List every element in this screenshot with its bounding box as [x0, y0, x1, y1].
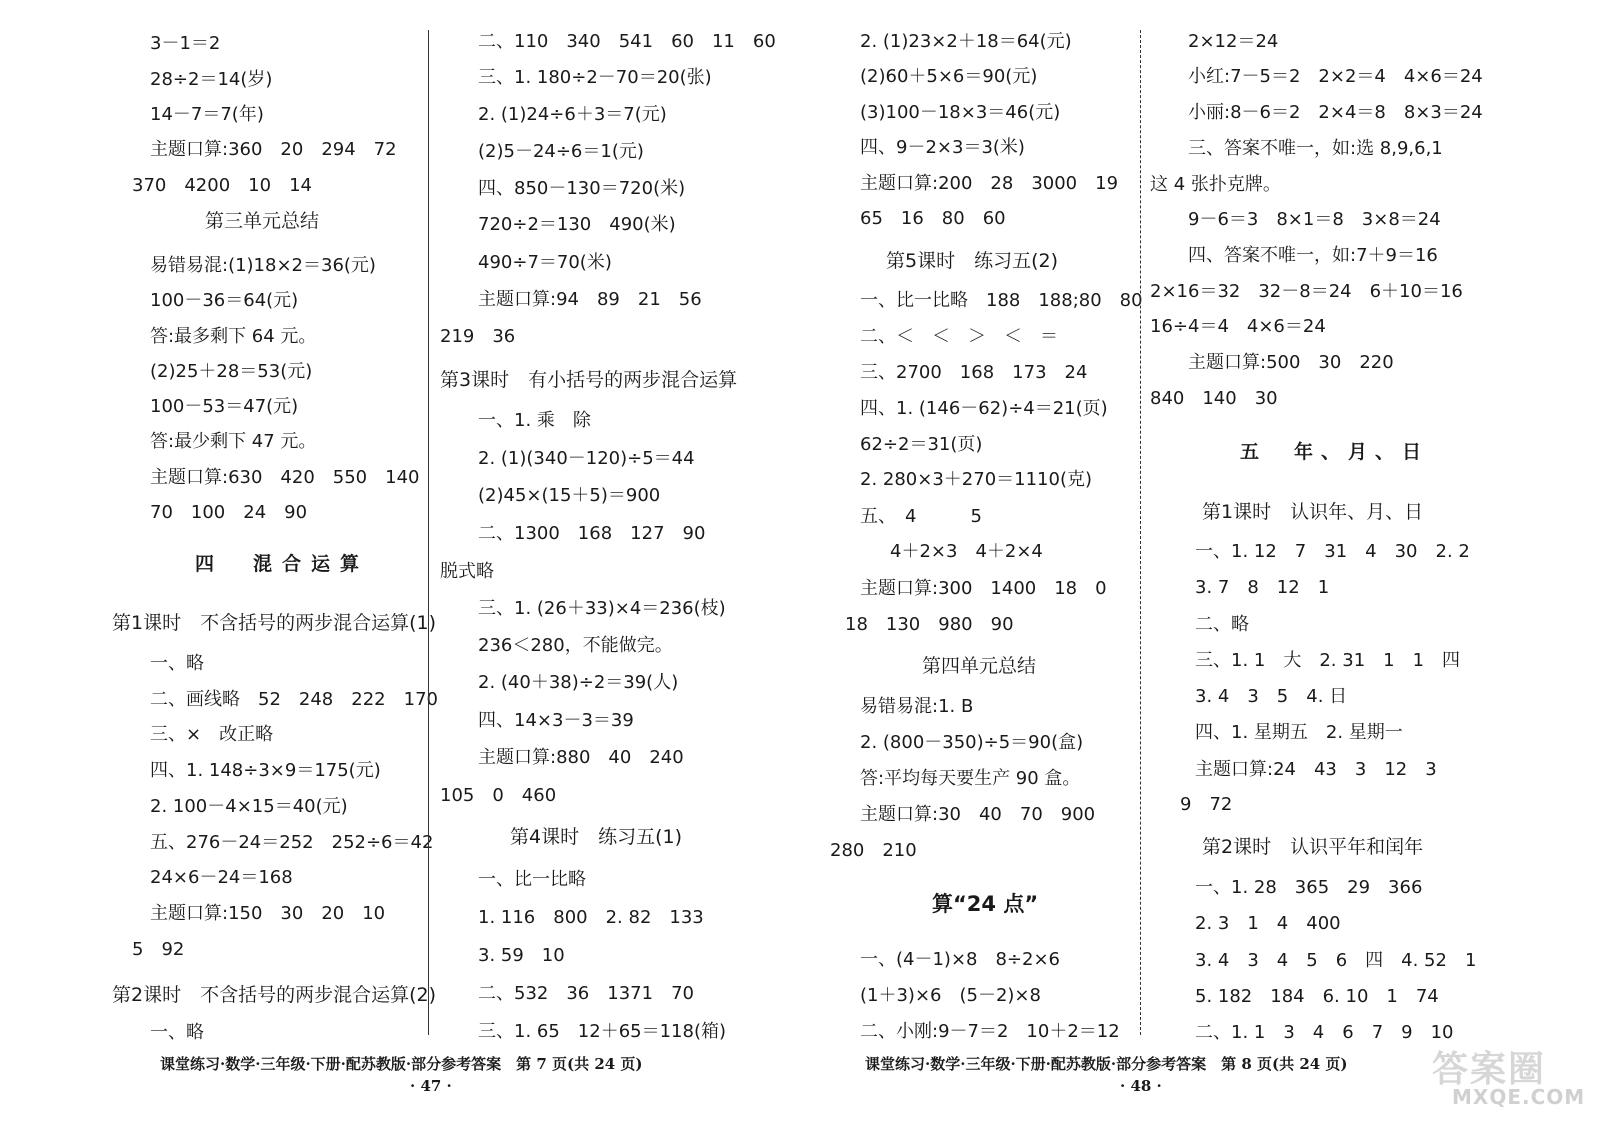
- answer-line: 2. 280×3＋270＝1110(克): [860, 469, 1092, 490]
- answer-line: 主题口算:30 40 70 900: [860, 804, 1096, 825]
- unit-heading: 五 年、月、日: [1240, 441, 1430, 463]
- answer-line: 70 100 24 90: [150, 502, 308, 523]
- answer-line: 9－6＝3 8×1＝8 3×8＝24: [1188, 209, 1441, 230]
- answer-line: (3)100－18×3＝46(元): [860, 102, 1061, 123]
- answer-line: 一、略: [150, 1022, 204, 1043]
- lesson-heading: 第5课时 练习五(2): [886, 250, 1059, 272]
- answer-line: 四、1. 148÷3×9＝175(元): [150, 760, 381, 781]
- answer-line: 2. (800－350)÷5＝90(盒): [860, 732, 1084, 753]
- answer-line: 二、1300 168 127 90: [478, 523, 706, 544]
- watermark-logo-text: 答案圈: [1432, 1049, 1547, 1090]
- lesson-heading: 第3课时 有小括号的两步混合运算: [440, 369, 738, 391]
- answer-line: 答:最多剩下 64 元。: [150, 326, 317, 347]
- answer-line: 二、1. 1 3 4 6 7 9 10: [1195, 1022, 1454, 1043]
- answer-line: 主题口算:630 420 550 140: [150, 467, 420, 488]
- lesson-heading: 第2课时 认识平年和闰年: [1202, 836, 1424, 858]
- answer-line: 3. 7 8 12 1: [1195, 577, 1330, 598]
- lesson-heading: 第2课时 不含括号的两步混合运算(2): [112, 984, 437, 1006]
- answer-line: 主题口算:150 30 20 10: [150, 903, 386, 924]
- answer-line: 四、9－2×3＝3(米): [860, 137, 1025, 158]
- answer-line: 3. 59 10: [478, 945, 565, 966]
- answer-line: 2×16＝32 32－8＝24 6＋10＝16: [1150, 281, 1463, 302]
- answer-line: 9 72: [1180, 794, 1233, 815]
- watermark-logo: [1432, 1041, 1586, 1111]
- answer-line: 1. 116 800 2. 82 133: [478, 907, 704, 928]
- answer-line: 100－53＝47(元): [150, 396, 299, 417]
- page-number-right: · 48 ·: [1120, 1077, 1162, 1095]
- answer-line: 62÷2＝31(页): [860, 434, 983, 455]
- answer-line: 这 4 张扑克牌。: [1150, 174, 1281, 195]
- watermark-url: MXQE.COM: [1452, 1085, 1586, 1109]
- answer-line: 主题口算:500 30 220: [1188, 352, 1394, 373]
- lesson-heading: 第1课时 认识年、月、日: [1202, 501, 1424, 523]
- answer-line: 2. 3 1 4 400: [1195, 913, 1341, 934]
- answer-line: 280 210: [830, 840, 917, 861]
- answer-line: 脱式略: [440, 561, 494, 582]
- answer-line: 一、比一比略: [478, 869, 586, 890]
- answer-line: 小丽:8－6＝2 2×4＝8 8×3＝24: [1188, 102, 1483, 123]
- answer-line: 2. (1)(340－120)÷5＝44: [478, 448, 695, 469]
- lesson-heading: 第1课时 不含括号的两步混合运算(1): [112, 612, 437, 634]
- answer-line: (1＋3)×6 (5－2)×8: [860, 985, 1041, 1006]
- answer-line: 一、(4－1)×8 8÷2×6: [860, 949, 1061, 970]
- answer-line: 易错易混:(1)18×2＝36(元): [150, 255, 376, 276]
- answer-line: 3. 4 3 4 5 6 四 4. 52 1: [1195, 950, 1477, 971]
- answer-line: 三、× 改正略: [150, 724, 274, 745]
- answer-line: 主题口算:880 40 240: [478, 747, 684, 768]
- answer-line: 3－1＝2: [150, 33, 221, 54]
- answer-line: 二、画线略 52 248 222 170: [150, 689, 438, 710]
- answer-line: 主题口算:200 28 3000 19: [860, 173, 1119, 194]
- answer-line: (2)45×(15＋5)＝900: [478, 485, 661, 506]
- section-heading: 第四单元总结: [922, 655, 1037, 677]
- answer-line: 24×6－24＝168: [150, 867, 293, 888]
- answer-line: 主题口算:24 43 3 12 3: [1195, 759, 1437, 780]
- answer-line: 105 0 460: [440, 785, 557, 806]
- answer-line: 三、1. 1 大 2. 31 1 1 四: [1195, 650, 1461, 671]
- answer-line: 二、110 340 541 60 11 60: [478, 31, 776, 52]
- answer-line: 2. (1)23×2＋18＝64(元): [860, 31, 1072, 52]
- answer-line: 2. (40＋38)÷2＝39(人): [478, 672, 679, 693]
- answer-line: 一、1. 乘 除: [478, 410, 591, 431]
- answer-line: 四、1. 星期五 2. 星期一: [1195, 722, 1403, 743]
- answer-line: (2)60＋5×6＝90(元): [860, 66, 1038, 87]
- answer-line: 一、比一比略 188 188;80 80: [860, 290, 1143, 311]
- answer-line: 答:平均每天要生产 90 盒。: [860, 768, 1081, 789]
- section-heading: 第三单元总结: [205, 210, 320, 232]
- lesson-heading: 第4课时 练习五(1): [510, 826, 683, 848]
- answer-line: 五、 4 5: [860, 506, 982, 527]
- column-divider: [1140, 30, 1141, 1035]
- answer-line: 四、答案不唯一，如:7＋9＝16: [1188, 245, 1438, 266]
- answer-line: 18 130 980 90: [845, 614, 1014, 635]
- answer-line: 28÷2＝14(岁): [150, 69, 273, 90]
- answer-line: 2. 100－4×15＝40(元): [150, 796, 348, 817]
- answer-line: (2)5－24÷6＝1(元): [478, 141, 644, 162]
- answer-line: 三、1. (26＋33)×4＝236(枝): [478, 598, 726, 619]
- answer-line: 2×12＝24: [1188, 31, 1279, 52]
- answer-line: 四、14×3－3＝39: [478, 710, 634, 731]
- answer-line: 易错易混:1. B: [860, 696, 974, 717]
- answer-line: 一、1. 28 365 29 366: [1195, 877, 1423, 898]
- answer-line: 65 16 80 60: [860, 208, 1006, 229]
- answer-line: 236＜280，不能做完。: [478, 635, 673, 656]
- unit-heading: 四 混合运算: [195, 553, 370, 575]
- answer-line: 二、略: [1195, 614, 1249, 635]
- answer-line: 4＋2×3 4＋2×4: [890, 541, 1043, 562]
- answer-line: 主题口算:300 1400 18 0: [860, 578, 1107, 599]
- answer-line: (2)25＋28＝53(元): [150, 361, 313, 382]
- answer-line: 14－7＝7(年): [150, 104, 264, 125]
- answer-line: 五、276－24＝252 252÷6＝42: [150, 832, 434, 853]
- answer-line: 840 140 30: [1150, 388, 1278, 409]
- answer-line: 720÷2＝130 490(米): [478, 214, 676, 235]
- answer-line: 一、略: [150, 653, 204, 674]
- answer-line: 370 4200 10 14: [132, 175, 312, 196]
- page-footer-left: 课堂练习·数学·三年级·下册·配苏教版·部分参考答案 第 7 页(共 24 页): [160, 1055, 643, 1073]
- answer-line: 主题口算:360 20 294 72: [150, 139, 397, 160]
- answer-line: 5. 182 184 6. 10 1 74: [1195, 986, 1439, 1007]
- answer-line: 二、小刚:9－7＝2 10＋2＝12: [860, 1021, 1120, 1042]
- answer-line: 5 92: [132, 939, 185, 960]
- answer-line: 二、＜ ＜ ＞ ＜ ＝: [860, 326, 1058, 347]
- answer-line: 3. 4 3 5 4. 日: [1195, 686, 1348, 707]
- answer-line: 四、850－130＝720(米): [478, 178, 686, 199]
- answer-line: 16÷4＝4 4×6＝24: [1150, 316, 1326, 337]
- answer-line: 219 36: [440, 326, 516, 347]
- answer-line: 小红:7－5＝2 2×2＝4 4×6＝24: [1188, 66, 1483, 87]
- answer-line: 2. (1)24÷6＋3＝7(元): [478, 104, 667, 125]
- column-divider: [428, 30, 429, 1035]
- answer-line: 三、答案不唯一，如:选 8,9,6,1: [1188, 138, 1443, 159]
- answer-line: 三、2700 168 173 24: [860, 362, 1088, 383]
- section-heading: 算“24 点”: [932, 892, 1039, 916]
- answer-line: 答:最少剩下 47 元。: [150, 431, 317, 452]
- answer-line: 主题口算:94 89 21 56: [478, 289, 702, 310]
- answer-line: 二、532 36 1371 70: [478, 983, 694, 1004]
- answer-line: 100－36＝64(元): [150, 290, 299, 311]
- answer-line: 四、1. (146－62)÷4＝21(页): [860, 398, 1108, 419]
- answer-line: 三、1. 65 12＋65＝118(箱): [478, 1021, 727, 1042]
- answer-line: 一、1. 12 7 31 4 30 2. 2: [1195, 541, 1470, 562]
- page-number-left: · 47 ·: [410, 1077, 452, 1095]
- answer-line: 三、1. 180÷2－70＝20(张): [478, 67, 712, 88]
- answer-line: 490÷7＝70(米): [478, 252, 612, 273]
- page-footer-right: 课堂练习·数学·三年级·下册·配苏教版·部分参考答案 第 8 页(共 24 页): [865, 1055, 1348, 1073]
